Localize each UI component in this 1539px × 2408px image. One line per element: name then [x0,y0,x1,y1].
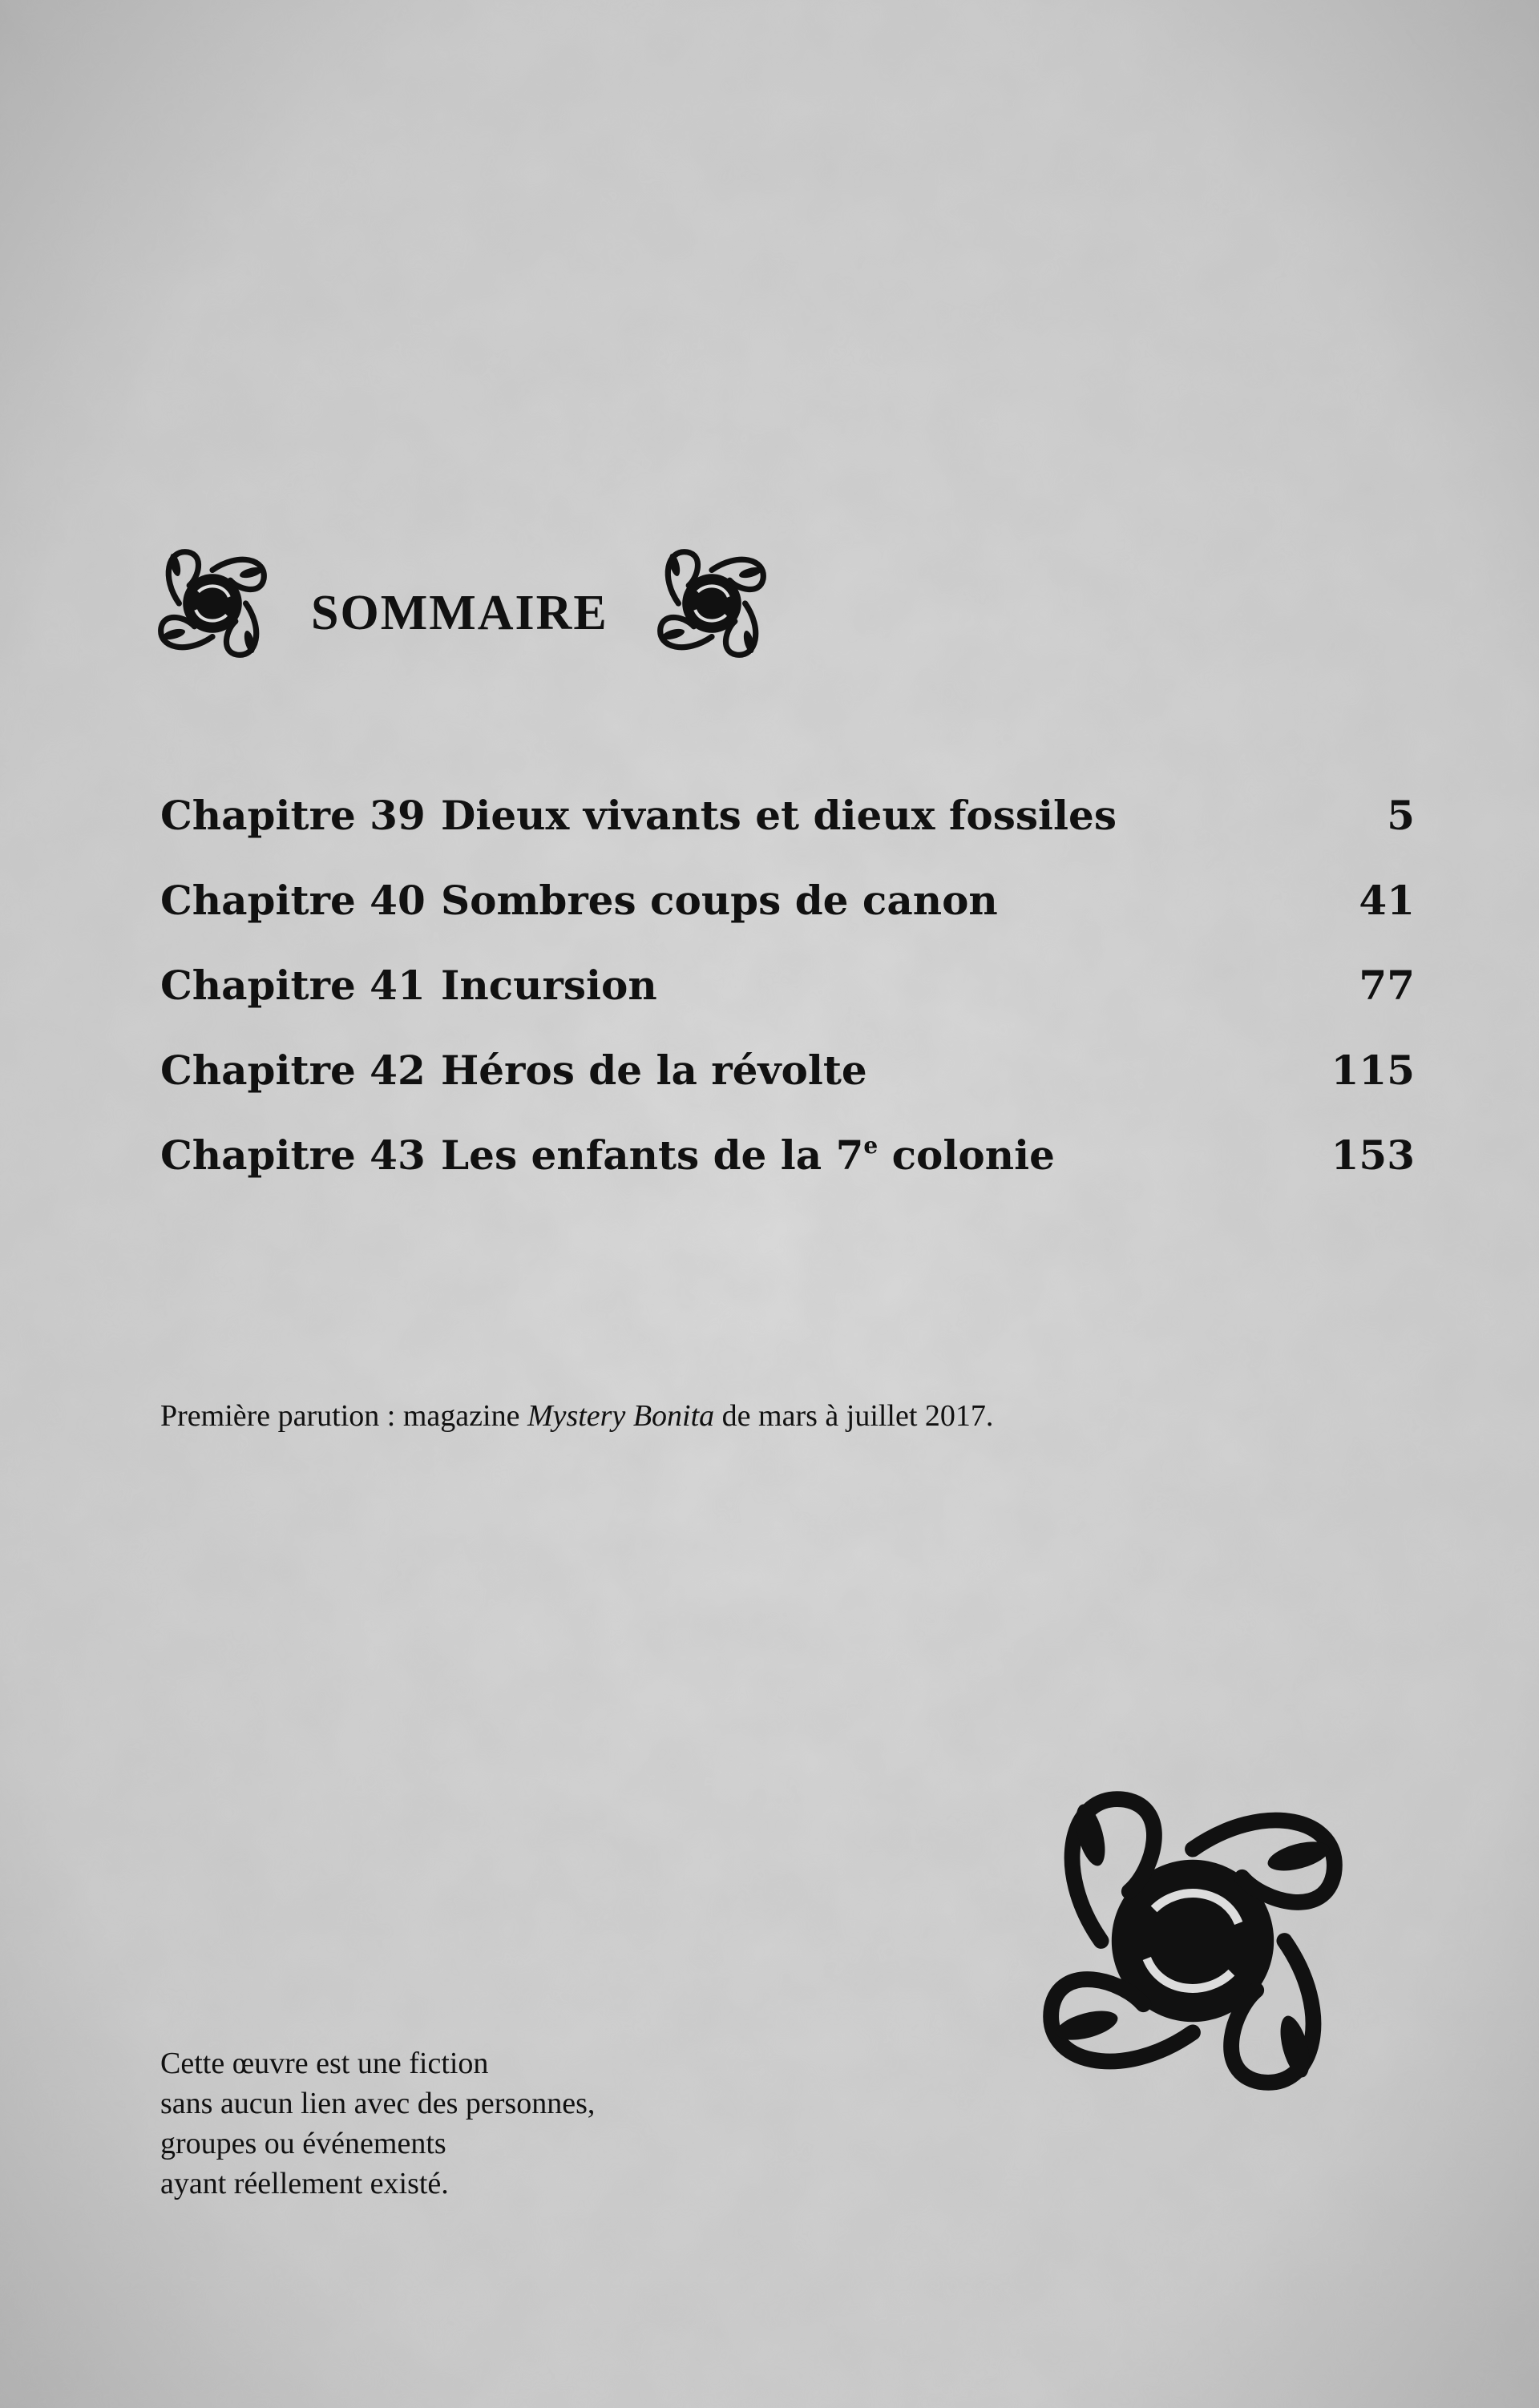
swirl-emblem-icon [1016,1757,1369,2125]
chapter-title: Héros de la révolte [441,1047,867,1094]
page-number: 115 [1331,1047,1415,1094]
chapter-title: Sombres coups de canon [441,877,998,924]
page-title: SOMMAIRE [311,586,608,640]
toc-row [160,1040,1415,1125]
chapter-number: Chapitre 40 [160,877,426,924]
fiction-disclaimer [160,2043,595,2204]
superscript: e [863,1132,879,1159]
toc-row [160,1125,1415,1210]
publication-note-end: de mars à juillet 2017. [714,1399,994,1433]
publication-note-start: Première parution : magazine [160,1399,527,1433]
chapter-title [441,1131,1055,1179]
page-number: 41 [1359,877,1415,924]
chapter-title: Incursion [441,962,657,1009]
page-number: 5 [1387,792,1415,839]
swirl-ornament-icon [148,535,277,672]
publication-note [160,1398,993,1434]
page-number: 77 [1359,962,1415,1009]
chapter-number: Chapitre 39 [160,792,426,839]
toc-row [160,785,1415,870]
chapter-number: Chapitre 42 [160,1047,426,1094]
chapter-title-start: Les enfants de la 7 [441,1131,864,1179]
table-of-contents [160,785,1415,1210]
chapter-number: Chapitre 43 [160,1131,426,1179]
disclaimer-line: sans aucun lien avec des personnes, [160,2087,596,2120]
disclaimer-line: groupes ou événements [160,2127,446,2160]
magazine-name: Mystery Bonita [527,1399,715,1433]
chapter-title-end: colonie [878,1131,1055,1179]
swirl-ornament-icon [648,535,776,672]
disclaimer-line: ayant réellement existé. [160,2167,449,2200]
toc-row [160,870,1415,955]
page-number: 153 [1331,1131,1415,1179]
toc-row [160,955,1415,1040]
disclaimer-line: Cette œuvre est une fiction [160,2047,489,2080]
chapter-number: Chapitre 41 [160,962,426,1009]
chapter-title: Dieux vivants et dieux fossiles [441,792,1117,839]
